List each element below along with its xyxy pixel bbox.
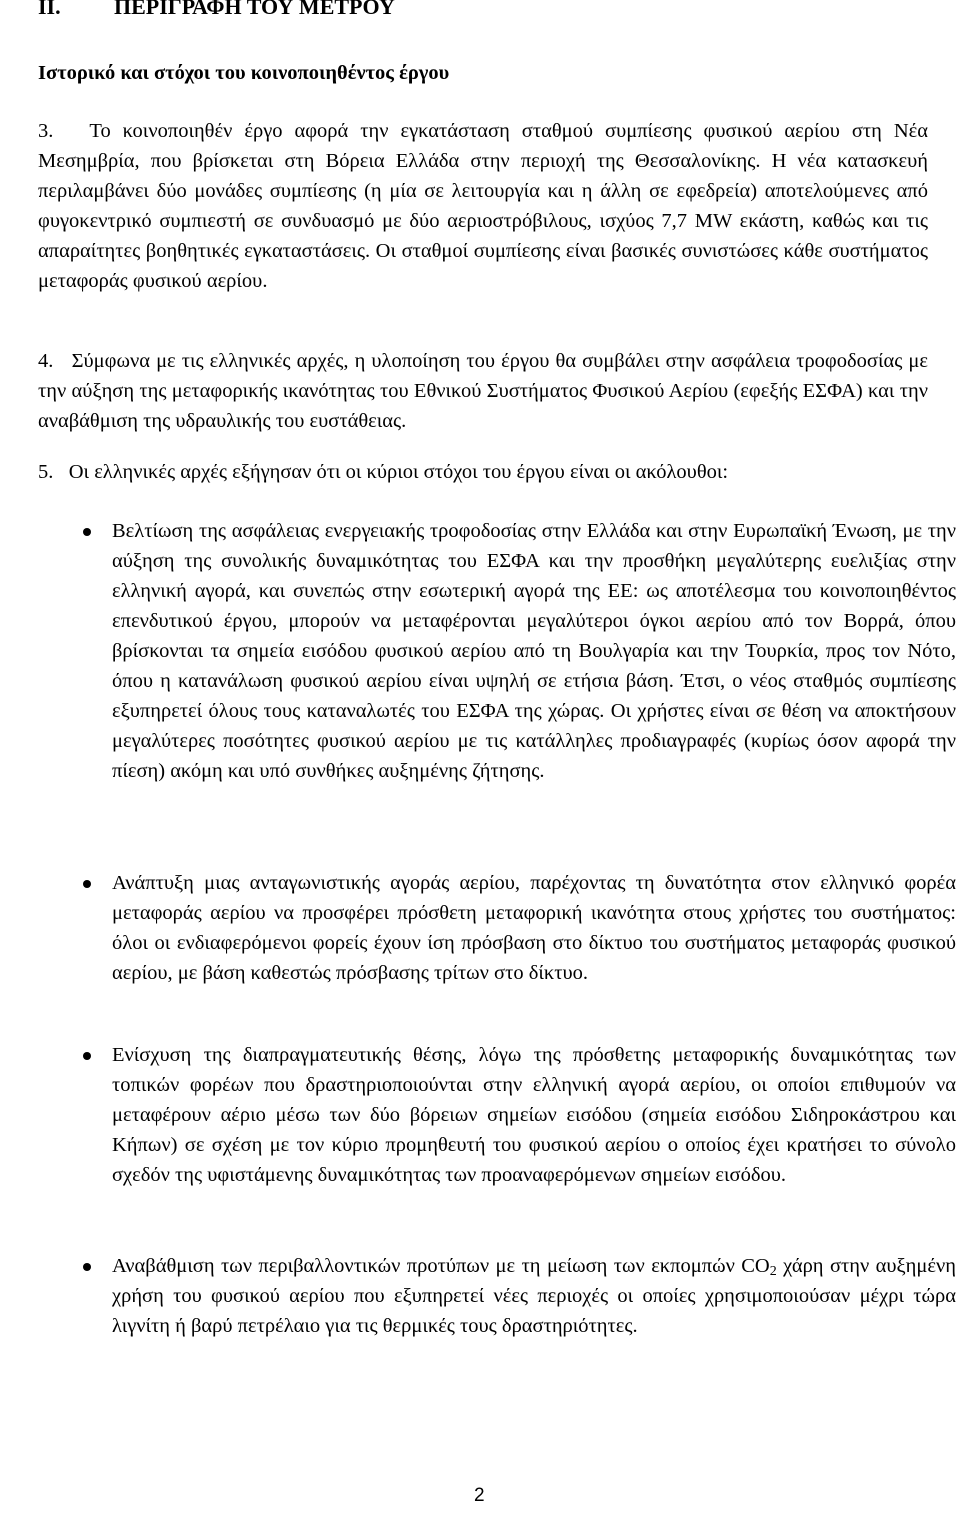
paragraph-number: 5. xyxy=(38,461,54,483)
paragraph-4 xyxy=(38,346,928,436)
bullet-text: Αναβάθμιση των περιβαλλοντικών προτύπων με τη μείωση των εκπομπών CO xyxy=(112,1255,770,1277)
bullet-item xyxy=(112,868,956,988)
subheading: Ιστορικό και στόχοι του κοινοποιηθέντος έργου xyxy=(38,62,450,84)
page-number: 2 xyxy=(474,1485,485,1506)
bullet-icon xyxy=(83,880,91,888)
section-heading xyxy=(38,0,395,22)
bullet-icon xyxy=(83,1263,91,1271)
bullet-text-continued: χάρη στην αυξημένη χρήση του φυσικού αερίου που εξυπηρετεί νέες περιοχές οι οποίες χρησιμοποιούσαν μέχρι τώρα λιγνίτη ή βαρύ πετρέλαιο για τις θερμικές τους δραστηριότητες. xyxy=(112,1255,956,1337)
paragraph-text: Σύμφωνα με τις ελληνικές αρχές, η υλοποίηση του έργου θα συμβάλει στην ασφάλεια τροφοδοσίας με την αύξηση της μεταφορικής ικανότητας του Εθνικού Συστήματος Φυσικού Αερίου (εφεξής ΕΣΦΑ) και την αναβάθμιση της υδραυλικής του ευστάθειας. xyxy=(38,350,929,432)
paragraph-number: 3. xyxy=(38,120,54,142)
bullet-text: Βελτίωση της ασφάλειας ενεργειακής τροφοδοσίας στην Ελλάδα και στην Ευρωπαϊκή Ένωση, με την αύξηση της συνολικής δυναμικότητας του ΕΣΦΑ και την προσθήκη μεγαλύτερης ευελιξίας στην ελληνική αγορά, και συνεπώς στην εσωτερική αγορά της ΕΕ: ως αποτέλεσμα του κοινοποιηθέντος επενδυτικού έργου, μπορούν να μεταφέρονται μεγαλύτεροι όγκοι αερίου από τον Βορρά, όπου βρίσκονται τα σημεία εισόδου φυσικού αερίου από τη Βουλγαρία και την Τουρκία, προς τον Νότο, όπου η κατανάλωση φυσικού αερίου είναι υψηλή σε ετήσια βάση. Έτσι, ο νέος σταθμός συμπίεσης εξυπηρετεί όλους τους καταναλωτές του ΕΣΦΑ της χώρας. Οι χρήστες είναι σε θέση να αποκτήσουν μεγαλύτερες ποσότητες φυσικού αερίου με τις κατάλληλες προδιαγραφές (κυρίως όσον αφορά την πίεση) ακόμη και υπό συνθήκες αυξημένης ζήτησης. xyxy=(112,520,956,782)
bullet-icon xyxy=(83,1052,91,1060)
bullet-icon xyxy=(83,528,91,536)
paragraph-5 xyxy=(38,457,928,487)
bullet-item xyxy=(112,516,956,786)
section-number: II. xyxy=(38,0,61,19)
paragraph-3 xyxy=(38,116,928,296)
bullet-item xyxy=(112,1040,956,1190)
section-title: ΠΕΡΙΓΡΑΦΗ ΤΟΥ ΜΕΤΡΟΥ xyxy=(114,0,395,19)
paragraph-text: Το κοινοποιηθέν έργο αφορά την εγκατάσταση σταθμού συμπίεσης φυσικού αερίου στη Νέα Μεσημβρία, που βρίσκεται στη Βόρεια Ελλάδα στην περιοχή της Θεσσαλονίκης. Η νέα κατασκευή περιλαμβάνει δύο μονάδες συμπίεσης (η μία σε λειτουργία και η άλλη σε εφεδρεία) αποτελούμενες από φυγοκεντρικό συμπιεστή σε συνδυασμό με δύο αεριοστρόβιλους, ισχύος 7,7 MW εκάστη, καθώς και τις απαραίτητες βοηθητικές εγκαταστάσεις. Οι σταθμοί συμπίεσης είναι βασικές συνιστώσες κάθε συστήματος μεταφοράς φυσικού αερίου. xyxy=(38,120,928,292)
paragraph-number: 4. xyxy=(38,350,54,372)
paragraph-text: Οι ελληνικές αρχές εξήγησαν ότι οι κύριοι στόχοι του έργου είναι οι ακόλουθοι: xyxy=(68,461,729,483)
co2-subscript: 2 xyxy=(769,1264,777,1279)
bullet-item xyxy=(112,1251,956,1341)
bullet-text: Ανάπτυξη μιας ανταγωνιστικής αγοράς αερίου, παρέχοντας τη δυνατότητα στον ελληνικό φορέα μεταφοράς αερίου να προσφέρει πρόσθετη μεταφορική ικανότητα στους χρήστες του συστήματος: όλοι οι ενδιαφερόμενοι φορείς έχουν ίση πρόσβαση στο δίκτυο του συστήματος μεταφοράς φυσικού αερίου, με βάση καθεστώς πρόσβασης τρίτων στο δίκτυο. xyxy=(112,872,956,984)
bullet-text: Ενίσχυση της διαπραγματευτικής θέσης, λόγω της πρόσθετης μεταφορικής δυναμικότητας των τοπικών φορέων που δραστηριοποιούνται στην ελληνική αγορά αερίου, οι οποίοι επιθυμούν να μεταφέρουν αέριο μέσω των δύο βόρειων σημείων εισόδου (σημεία εισόδου Σιδηροκάστρου και Κήπων) σε σχέση με τον κύριο προμηθευτή του φυσικού αερίου ο οποίος έχει κρατήσει το σύνολο σχεδόν της υφιστάμενης δυναμικότητας των προαναφερόμενων σημείων εισόδου. xyxy=(112,1044,956,1186)
